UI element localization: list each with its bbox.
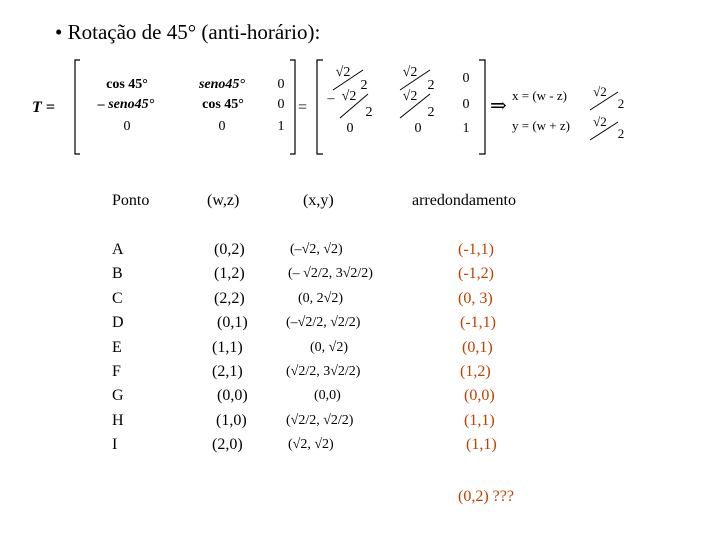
svg-text:2: 2 [617,96,625,111]
point-label: F [112,362,121,380]
rounded-column [456,238,497,458]
xy-value: (√2, √2) [288,437,334,453]
m2-r1c3: 0 [462,71,470,86]
m2-r2c3: 0 [462,97,470,112]
point-label: I [112,436,118,454]
implies-arrow: ⇒ [490,95,507,117]
wz-value: (2,2) [214,289,245,307]
point-label: E [112,338,122,356]
wz-value: (1,1) [212,338,243,356]
header-arredondamento: arredondamento [412,192,516,209]
svg-text:√2: √2 [593,114,607,129]
y-equation-fraction [590,114,624,141]
wz-value: (2,0) [212,436,243,454]
m1-r2c3: 0 [277,97,285,112]
xy-value: (0, 2√2) [298,290,344,306]
xy-value: (– √2/2, 3√2/2) [288,266,373,282]
m1-r1c2: seno45° [198,77,246,92]
m1-r3c1: 0 [123,119,131,134]
xy-value: (–√2, √2) [290,242,343,257]
question-note: (0,2) ??? [458,488,514,505]
point-label: B [112,265,123,283]
point-label: D [112,314,124,332]
header-xy: (x,y) [303,192,334,209]
y-equation: y = (w + z) [512,118,570,133]
wz-value: (1,2) [214,265,245,283]
slide-title: • Rotação de 45° (anti-horário): [55,20,321,44]
svg-text:2: 2 [365,105,373,120]
m1-r3c2: 0 [218,119,226,134]
svg-text:–: – [327,91,335,106]
point-label: A [112,241,124,258]
wz-column [212,238,248,458]
rounded-value: (1,2) [460,362,491,380]
matrix2-right-bracket [479,60,485,154]
header-ponto: Ponto [112,192,150,209]
m2-r3c2: 0 [414,121,422,136]
formula-equals: = [298,99,308,116]
m2-r3c1: 0 [346,121,354,136]
point-label: G [112,387,124,405]
svg-text:√2: √2 [402,89,418,104]
xy-value: (0, √2) [310,339,349,355]
wz-value: (1,0) [216,411,247,429]
svg-text:√2: √2 [341,89,357,104]
wz-value: (2,1) [212,362,243,380]
svg-text:2: 2 [427,105,435,120]
rounded-value: (0, 3) [458,289,493,307]
m2-r2c1-fraction [327,89,373,120]
rounded-value: (0,0) [464,387,495,405]
m1-r2c2: cos 45° [202,97,244,112]
point-label: C [112,289,123,307]
wz-value: (0,1) [217,314,248,332]
x-equation-fraction [590,84,624,111]
x-equation: x = (w - z) [512,88,567,103]
m1-r2c1: – seno45° [97,97,155,112]
matrix2-left-bracket [317,60,323,154]
formula-lhs: T = [32,99,55,116]
xy-value: (√2/2, 3√2/2) [286,363,361,379]
matrix1-right-bracket [290,60,295,154]
header-wz: (w,z) [207,192,240,209]
m1-r3c3: 1 [277,119,285,134]
xy-value: (–√2/2, √2/2) [286,315,361,331]
points-column [112,238,124,458]
matrix1-left-bracket [75,60,80,154]
rounded-value: (1,1) [464,411,495,429]
xy-column [286,238,373,458]
svg-text:√2: √2 [593,84,607,99]
svg-text:2: 2 [617,126,625,141]
xy-value: (0,0) [314,388,341,404]
wz-value: (0,0) [217,387,248,405]
point-label: H [112,411,124,429]
rounded-value: (0,1) [462,338,493,356]
m2-r3c3: 1 [462,121,470,136]
rounded-value: (1,1) [466,436,497,454]
svg-text:√2: √2 [335,65,351,80]
rounded-value: (-1,1) [458,241,494,258]
m1-r1c1: cos 45° [106,77,148,92]
rounded-value: (-1,2) [458,265,494,283]
wz-value: (0,2) [214,241,245,258]
xy-value: (√2/2, √2/2) [286,412,354,428]
m1-r1c3: 0 [277,77,285,92]
svg-text:√2: √2 [402,65,418,80]
rounded-value: (-1,1) [460,314,496,332]
svg-text:2: 2 [427,78,435,93]
m2-r2c2-fraction [400,89,435,120]
rotation-matrix-formula [30,56,650,160]
svg-text:2: 2 [360,78,368,93]
